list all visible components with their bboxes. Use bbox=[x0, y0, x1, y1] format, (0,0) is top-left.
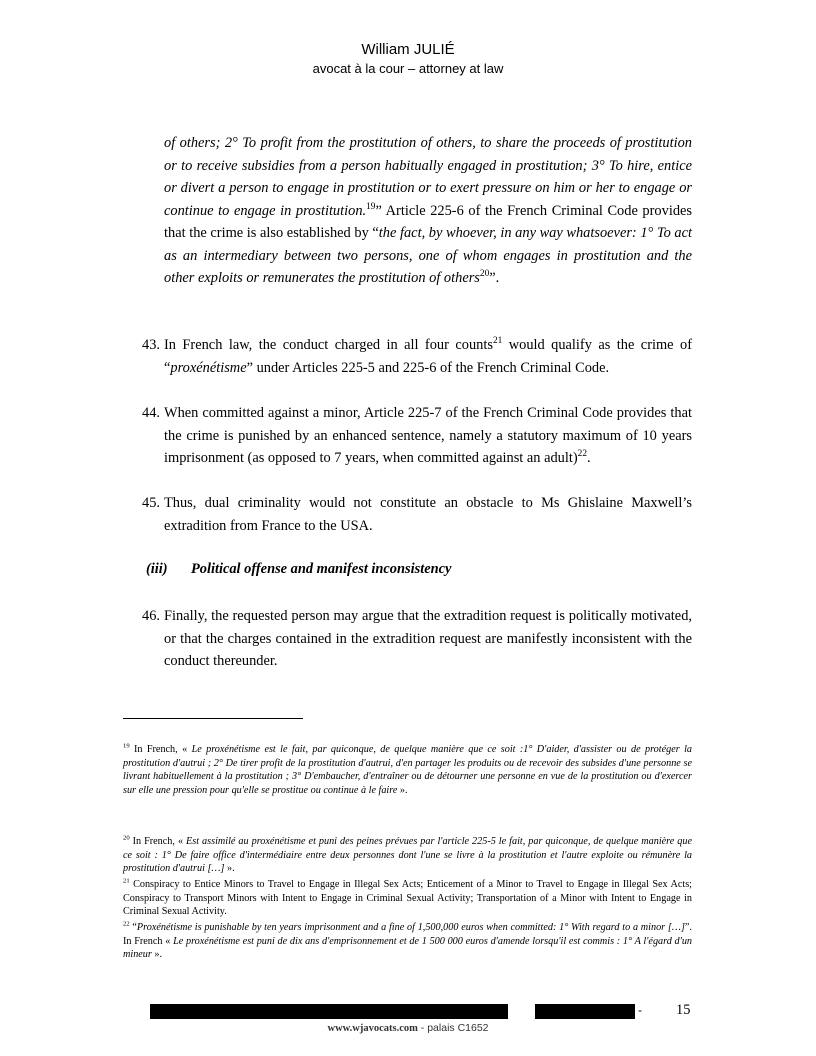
continued-text-end: ”. bbox=[489, 270, 500, 286]
paragraph-number: 46. bbox=[142, 608, 160, 624]
paragraph-text: ” under Articles 225-5 and 225-6 of the French Criminal Code. bbox=[246, 359, 610, 376]
footnote-text: In French, « bbox=[129, 744, 192, 755]
redaction-bar bbox=[150, 1004, 508, 1019]
website-link[interactable]: www.wjavocats.com bbox=[327, 1023, 418, 1034]
footnote-text: ». bbox=[151, 949, 163, 961]
attorney-subtitle: avocat à la cour – attorney at law bbox=[312, 61, 504, 76]
page-number: 15 bbox=[676, 1002, 691, 1018]
continued-paragraph bbox=[164, 132, 692, 290]
footnote-quote: Est assimilé au proxénétisme et puni des peines prévues par l'article 225-5 le fait, par quiconque, de quelque manière que ce soit : 1° De faire office d'intermédiaire entre deux personnes dont l'une se livre à la prostitution et l'autre exploite ou rémunère la prostitution d'autrui […] bbox=[123, 836, 692, 875]
footnote-number: 22 bbox=[123, 920, 130, 928]
letterhead bbox=[0, 40, 816, 78]
footnote-ref-21[interactable]: 21 bbox=[492, 336, 503, 347]
term-proxenetisme: proxénétisme bbox=[170, 359, 247, 376]
paragraph-text: . bbox=[586, 450, 591, 466]
paragraph-text: would qualify as the crime of “ bbox=[164, 337, 693, 376]
footnote-number: 21 bbox=[123, 877, 130, 885]
paragraph-text: In French law, the conduct charged in all four counts bbox=[164, 337, 493, 353]
quote-article-225-6: the fact, by whoever, in any way whatsoever: 1° To act as an intermediary between two persons, one of whom engages in prostitution and the other exploits or remunerates the prostitution of others bbox=[164, 225, 692, 286]
footnote-text: “ bbox=[129, 922, 137, 933]
footnote-text: ». bbox=[224, 863, 235, 875]
paragraph-number: 43. bbox=[142, 337, 160, 353]
footnote-ref-22[interactable]: 22 bbox=[577, 449, 587, 460]
continued-text: ” Article 225-6 of the French Criminal Code provides that the crime is also established by “ bbox=[164, 202, 692, 241]
section-heading bbox=[146, 561, 452, 578]
attorney-name: William JULIÉ bbox=[361, 41, 455, 58]
page-footer bbox=[0, 1022, 816, 1034]
section-title: Political offense and manifest inconsistency bbox=[191, 561, 452, 577]
footnote-quote: Le proxénétisme est puni de dix ans d'emprisonnement et de 1 500 000 euros d'amende lorsqu'il est commis : 1° A l'égard d'un mineur bbox=[123, 935, 693, 961]
footnote-text: Conspiracy to Entice Minors to Travel to Engage in Illegal Sex Acts; Enticement of a Minor to Travel to Engage in Illegal Sex Acts; Conspiracy to Transport Minors with Intent to Engage in Criminal Sexual Activity; Transportation of a Minor with Intent to Engage in Criminal Sexual Activity. bbox=[123, 879, 692, 918]
footnote-number: 20 bbox=[123, 834, 130, 842]
paragraph-text: Finally, the requested person may argue that the extradition request is politically motivated, or that the charges contained in the extradition request are manifestly inconsistent with the conduct thereunder. bbox=[164, 608, 692, 669]
footnote-text: In French, « bbox=[129, 836, 187, 847]
quote-article-225-5: of others; 2° To profit from the prostitution of others, to share the proceeds of prostitution or to receive subsidies from a person habitually engaged in prostitution; 3° To hire, entice or divert a person to engage in prostitution or to exert pressure on him or her to engage or continue to engage in prostitution. bbox=[164, 135, 692, 219]
footnote-22 bbox=[123, 921, 692, 962]
redaction-bar bbox=[535, 1004, 635, 1019]
paragraph-text: Thus, dual criminality would not constitute an obstacle to Ms Ghislaine Maxwell’s extradition from France to the USA. bbox=[164, 495, 692, 534]
paragraph-44 bbox=[142, 402, 692, 470]
footnote-text: ». bbox=[397, 784, 408, 796]
paragraph-45 bbox=[142, 492, 692, 537]
footnote-quote: Proxénétisme is punishable by ten years imprisonment and a fine of 1,500,000 euros when committed: 1° With regard to a minor […] bbox=[136, 922, 685, 933]
footnote-19 bbox=[123, 743, 692, 797]
footnote-ref-19[interactable]: 19 bbox=[366, 201, 376, 212]
palais-code: - palais C1652 bbox=[417, 1022, 489, 1034]
section-number: (iii) bbox=[146, 561, 168, 577]
footnote-quote: Le proxénétisme est le fait, par quiconque, de quelque manière que ce soit :1° D'aider, d'assister ou de protéger la prostitution d'autrui ; 2° De tirer profit de la prostitution d'autrui, d'en partager les produits ou de recevoir des subsides d'une personne se livrant habituellement à la prostitution ; 3° D'embaucher, d'entraîner ou de détourner une personne en vue de la prostitution ou d'exercer sur elle une pression pour qu'elle se prostitue ou continue à le faire bbox=[123, 744, 692, 796]
paragraph-text: When committed against a minor, Article 225-7 of the French Criminal Code provides that the crime is punished by an enhanced sentence, namely a statutory maximum of 10 years imprisonment (as opposed to 7 years, when committed against an adult) bbox=[164, 405, 692, 466]
paragraph-46 bbox=[142, 605, 692, 673]
footnote-21 bbox=[123, 878, 692, 919]
footnote-20 bbox=[123, 835, 692, 876]
footnote-separator bbox=[123, 718, 303, 719]
footnote-text: ”. In French « bbox=[123, 922, 692, 947]
footer-dash: - bbox=[638, 1003, 642, 1017]
paragraph-number: 45. bbox=[142, 495, 160, 511]
footnote-ref-20[interactable]: 20 bbox=[479, 269, 490, 280]
paragraph-number: 44. bbox=[142, 405, 160, 421]
footnote-number: 19 bbox=[123, 742, 130, 750]
paragraph-43 bbox=[142, 334, 693, 379]
